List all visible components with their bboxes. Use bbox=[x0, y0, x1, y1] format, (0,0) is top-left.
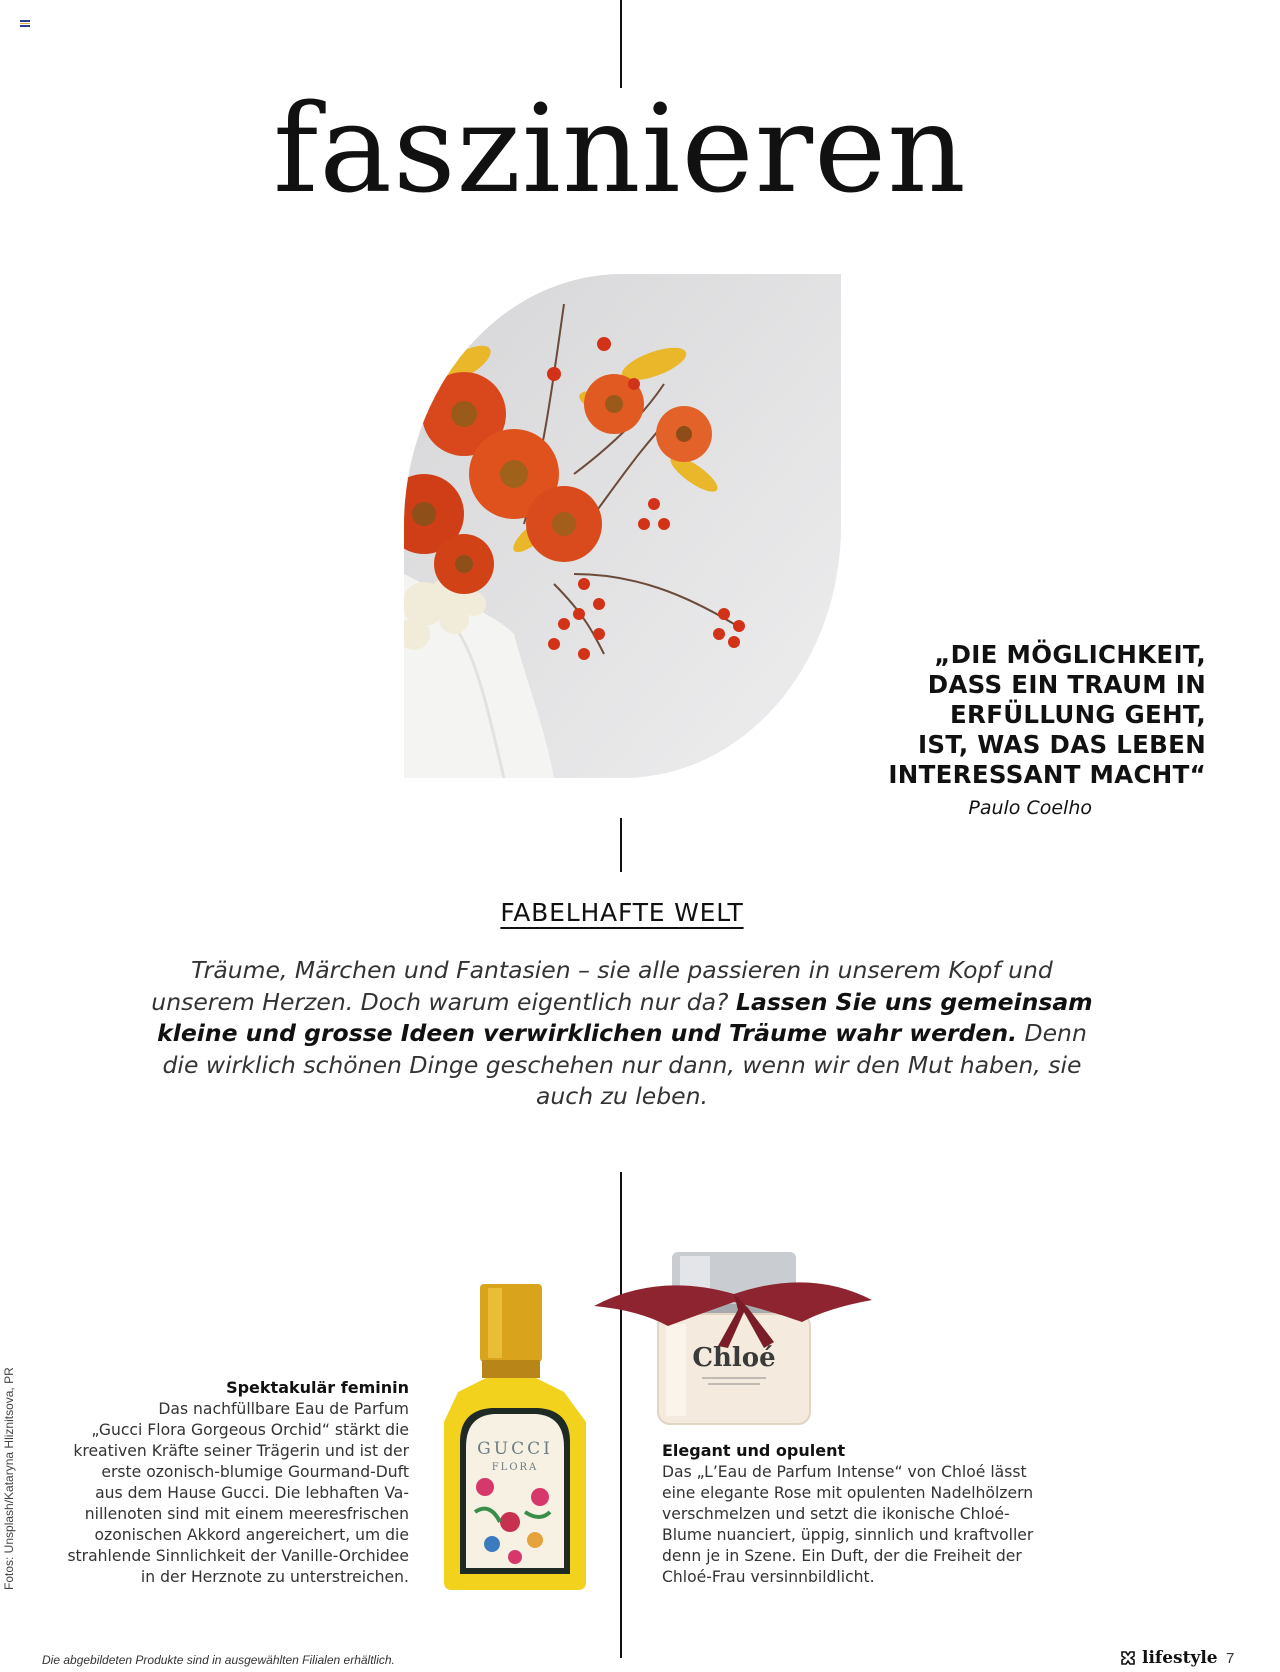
description-line: verschmelzen und setzt die ikonische Chloé- bbox=[662, 1505, 1010, 1523]
section-heading-text: FABELHAFTE WELT bbox=[500, 898, 744, 927]
quote-line: DASS EIN TRAUM IN bbox=[927, 670, 1206, 699]
product-description-chloe bbox=[662, 1462, 1082, 1588]
brand-name: lifestyle bbox=[1142, 1648, 1218, 1668]
quote-line: INTERESSANT MACHT“ bbox=[888, 760, 1206, 789]
divider-top bbox=[620, 0, 622, 88]
description-line: kreativen Kräfte seiner Trägerin und ist der bbox=[73, 1442, 409, 1460]
quote-line: IST, WAS DAS LEBEN bbox=[917, 730, 1206, 759]
gucci-sublabel: FLORA bbox=[491, 1462, 539, 1473]
product-title-gucci: Spektakulär feminin bbox=[226, 1378, 409, 1397]
intro-bold-text: Lassen Sie uns gemeinsam kleine und grosse Ideen verwirklichen und Träume wahr werden. bbox=[157, 987, 1093, 1047]
description-line: aus dem Hause Gucci. Die lebhaften Va- bbox=[95, 1484, 409, 1502]
chloe-bottle bbox=[588, 1238, 878, 1428]
flower-illustration bbox=[404, 274, 841, 778]
description-line: in der Herznote zu unterstreichen. bbox=[140, 1568, 409, 1586]
intro-paragraph bbox=[150, 955, 1094, 1113]
description-line: erste ozonisch-blumige Gourmand-Duft bbox=[101, 1463, 409, 1481]
flower-photo bbox=[404, 274, 841, 778]
description-line: denn je in Szene. Ein Duft, der die Freiheit der bbox=[662, 1547, 1022, 1565]
intro-text: Träume, Märchen und Fantasien – sie alle passieren in unserem Kopf und unserem Herzen. Doch warum eigentlich nur da? bbox=[151, 956, 1053, 1016]
description-line: Das nachfüllbare Eau de Parfum bbox=[158, 1400, 409, 1418]
product-description-gucci bbox=[40, 1399, 409, 1588]
brand bbox=[1120, 1648, 1218, 1668]
description-line: Chloé-Frau versinnbildlicht. bbox=[662, 1568, 875, 1586]
description-line: Das „L’Eau de Parfum Intense“ von Chloé lässt bbox=[662, 1463, 1027, 1481]
lifestyle-logo-icon bbox=[1120, 1650, 1136, 1666]
quote-line: „DIE MÖGLICHKEIT, bbox=[934, 640, 1206, 669]
page-title: faszinieren bbox=[273, 78, 967, 220]
intro-text-end: Denn die wirklich schönen Dinge geschehen nur dann, wenn wir den Mut haben, sie auch zu leben. bbox=[162, 1019, 1087, 1110]
quote-author: Paulo Coelho bbox=[968, 797, 1092, 819]
page-number: 7 bbox=[1226, 1650, 1235, 1667]
divider-middle bbox=[620, 818, 622, 872]
description-line: ozonischen Akkord angereichert, um die bbox=[94, 1526, 409, 1544]
quote bbox=[806, 640, 1206, 790]
photo-credit: Fotos: Unsplash/Kataryna Hliznitsova, PR bbox=[2, 1367, 16, 1590]
quote-line: ERFÜLLUNG GEHT, bbox=[950, 700, 1206, 729]
footnote: Die abgebildeten Produkte sind in ausgewählten Filialen erhältlich. bbox=[42, 1653, 395, 1667]
description-line: nillenoten sind mit einem meeresfrischen bbox=[84, 1505, 409, 1523]
menu-icon[interactable] bbox=[20, 20, 30, 27]
description-line: Blume nuanciert, üppig, sinnlich und kraftvoller bbox=[662, 1526, 1034, 1544]
gucci-label: GUCCI bbox=[477, 1439, 553, 1459]
description-line: „Gucci Flora Gorgeous Orchid“ stärkt die bbox=[91, 1421, 409, 1439]
chloe-label: Chloé bbox=[692, 1343, 776, 1373]
description-line: eine elegante Rose mit opulenten Nadelhölzern bbox=[662, 1484, 1034, 1502]
product-title-chloe: Elegant und opulent bbox=[662, 1441, 846, 1460]
gucci-bottle bbox=[440, 1282, 590, 1592]
description-line: strahlende Sinnlichkeit der Vanille-Orchidee bbox=[67, 1547, 409, 1565]
section-heading bbox=[0, 898, 1244, 927]
